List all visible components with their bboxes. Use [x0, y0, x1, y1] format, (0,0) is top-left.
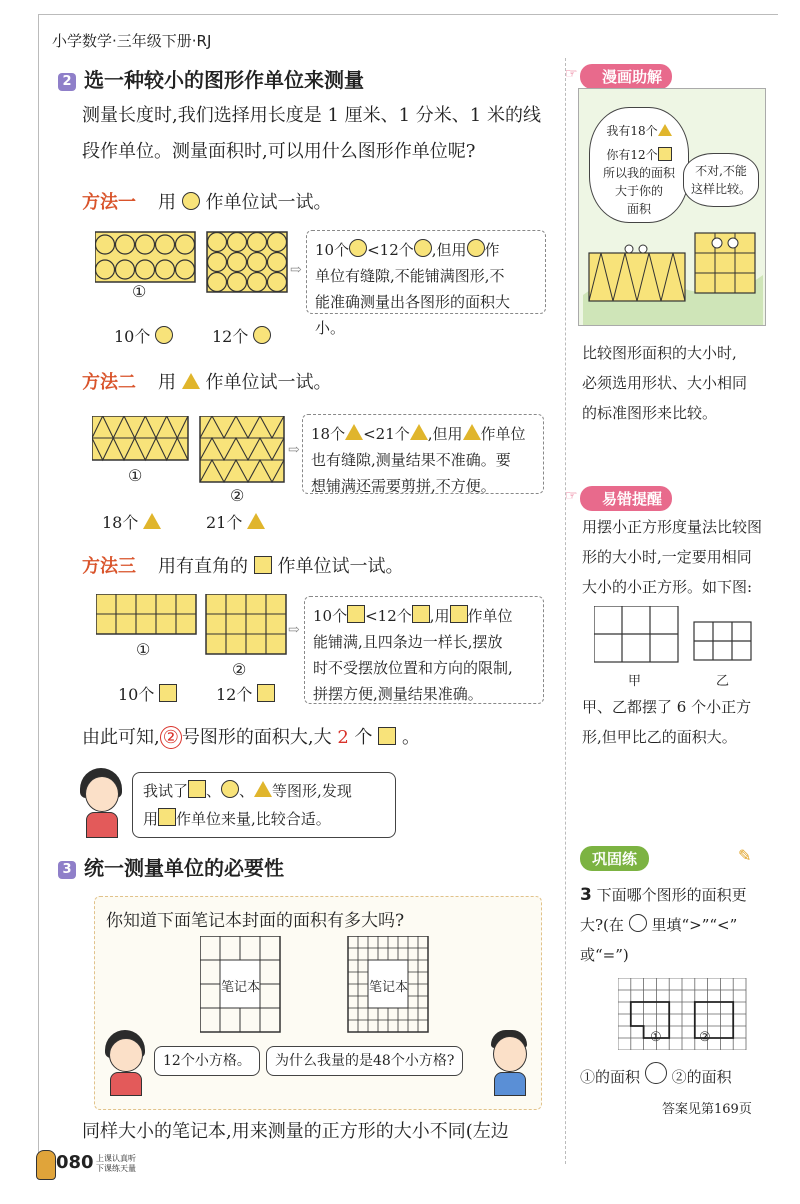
circle-figure-2	[207, 232, 287, 292]
figure-number: ①	[128, 466, 143, 485]
triangle-icon	[247, 513, 265, 529]
question-3-answer: ①的面积 ②的面积	[580, 1062, 732, 1087]
answer-circle[interactable]	[629, 914, 647, 932]
figure-jia-label: 甲	[628, 674, 642, 689]
bottom-sentence: 同样大小的笔记本,用来测量的正方形的大小不同(左边	[82, 1121, 509, 1142]
hand-icon: ☞	[565, 66, 578, 82]
triangle-icon	[254, 781, 272, 797]
square-icon	[378, 727, 396, 745]
triangle-icon	[182, 373, 200, 389]
column-divider	[565, 58, 566, 1164]
method-1-heading: 方法一 用 作单位试一试。	[82, 192, 332, 213]
triangle-character	[589, 245, 685, 301]
comic-bubble-right: 不对,不能这样比较。	[683, 153, 759, 207]
arrow-icon: ⇨	[288, 622, 300, 638]
square-icon	[159, 684, 177, 702]
left-rule	[38, 14, 39, 1164]
answer-circle[interactable]	[645, 1062, 667, 1084]
mistake-tag: 易错提醒	[580, 486, 672, 511]
square-icon	[412, 605, 430, 623]
shape-1-label: ①	[650, 1030, 662, 1045]
figure-yi	[694, 622, 751, 660]
count-label: 18个	[102, 510, 161, 533]
hand-icon: ☞	[565, 488, 578, 504]
girl-avatar	[102, 1030, 148, 1096]
section-2-title: 2 选一种较小的图形作单位来测量	[58, 64, 364, 93]
figure-jia	[594, 606, 678, 662]
circle-figures	[95, 228, 295, 296]
square-icon	[254, 556, 272, 574]
boy-speech: 为什么我量的是48个小方格?	[266, 1046, 463, 1076]
figure-number: ②	[232, 660, 247, 679]
notebook-label: 笔记本	[369, 980, 409, 995]
method-3-note: 10个 <12个 ,用 作单位 能铺满,且四条边一样长,摆放 时不受摆放位置和方向的限制, 拼摆方便,测量结果准确。	[304, 596, 544, 704]
practice-tag: 巩固练	[580, 846, 649, 871]
question-3-grid	[618, 978, 748, 1050]
girl-quote: 我试了 、 、 等图形,发现 用 作单位来量,比较合适。	[132, 772, 396, 838]
count-label: 21个	[206, 510, 265, 533]
comic-bubble-left: 我有18个 你有12个 所以我的面积 大于你的 面积	[589, 107, 689, 223]
comic-explanation: 比较图形面积的大小时, 必须选用形状、大小相同 的标准图形来比较。	[582, 344, 748, 422]
method-1-note: 10个 <12个 ,但用 作 单位有缝隙,不能铺满图形,不 能准确测量出各图形的面积大小。	[306, 230, 546, 314]
circle-icon	[467, 239, 485, 257]
circle-icon	[253, 326, 271, 344]
figure-number: ②	[230, 486, 245, 505]
section-badge: 3	[58, 861, 76, 879]
square-figures	[96, 594, 296, 666]
triangle-icon	[143, 513, 161, 529]
notebook-question: 你知道下面笔记本封面的面积有多大吗?	[106, 911, 405, 931]
square-figure-2	[206, 594, 286, 654]
comic-tag: 漫画助解	[580, 64, 672, 89]
circle-icon	[221, 780, 239, 798]
mistake-conclusion: 甲、乙都摆了 6 个小正方 形,但甲比乙的面积大。	[582, 698, 752, 746]
square-icon	[450, 605, 468, 623]
page-number: 080	[56, 1152, 94, 1173]
triangle-icon	[463, 424, 481, 440]
circle-icon	[182, 192, 200, 210]
page-header: 小学数学·三年级下册·RJ	[52, 32, 212, 50]
square-icon	[658, 147, 672, 161]
count-label: 10个	[114, 324, 173, 347]
triangle-figure-1	[92, 416, 188, 460]
footer-slogan: 上课认真听 下课练天量	[96, 1154, 136, 1173]
count-label: 12个	[216, 682, 275, 705]
square-icon	[347, 605, 365, 623]
square-character	[695, 233, 755, 293]
triangle-icon	[658, 124, 672, 136]
method-2-heading: 方法二 用 作单位试一试。	[82, 372, 332, 393]
conclusion: 由此可知, ② 号图形的面积大,大 2 个 。	[82, 727, 420, 748]
arrow-icon: ⇨	[288, 442, 300, 458]
comic-characters	[583, 225, 763, 325]
comic-panel	[578, 88, 766, 326]
count-label: 10个	[118, 682, 177, 705]
answer-figure: ②	[160, 726, 182, 749]
answer-reference: 答案见第169页	[662, 1102, 752, 1117]
mistake-figures	[594, 606, 754, 666]
intro-paragraph: 测量长度时,我们选择用长度是 1 厘米、1 分米、1 米的线 段作单位。测量面积时,可以用什么图形作单位呢?	[82, 105, 541, 162]
circle-icon	[155, 326, 173, 344]
square-icon	[257, 684, 275, 702]
pencil-icon: ✎	[738, 846, 752, 865]
top-rule	[38, 14, 778, 15]
figure-number: ①	[136, 640, 151, 659]
count-label: 12个	[212, 324, 271, 347]
figure-yi-label: 乙	[716, 674, 730, 689]
figure-number: ①	[132, 282, 147, 301]
question-3: 3 下面哪个图形的面积更 大?(在 里填“>”“<” 或“=”)	[580, 885, 747, 964]
arrow-icon: ⇨	[290, 262, 302, 278]
method-2-note: 18个 <21个 ,但用 作单位 也有缝隙,测量结果不准确。要 想铺满还需要剪拼,不方便。	[302, 414, 544, 494]
answer-count: 2	[337, 727, 349, 748]
girl-speech: 12个小方格。	[154, 1046, 260, 1076]
square-figure-1	[96, 594, 196, 634]
square-icon	[188, 780, 206, 798]
circle-figure-1	[95, 232, 195, 282]
notebook-label: 笔记本	[221, 980, 261, 995]
section-3-title: 3 统一测量单位的必要性	[58, 852, 284, 881]
triangle-figure-2	[200, 416, 284, 482]
girl-avatar	[76, 768, 126, 838]
mascot-icon	[36, 1150, 56, 1180]
triangle-icon	[410, 424, 428, 440]
circle-icon	[414, 239, 432, 257]
triangle-icon	[345, 424, 363, 440]
square-icon	[158, 808, 176, 826]
boy-avatar	[486, 1030, 532, 1096]
section-badge: 2	[58, 73, 76, 91]
mistake-text: 用摆小正方形度量法比较图 形的大小时,一定要用相同 大小的小正方形。如下图:	[582, 518, 763, 596]
circle-icon	[349, 239, 367, 257]
triangle-figures	[92, 416, 292, 488]
method-3-heading: 方法三 用有直角的 作单位试一试。	[82, 556, 404, 577]
shape-2-label: ②	[699, 1030, 711, 1045]
